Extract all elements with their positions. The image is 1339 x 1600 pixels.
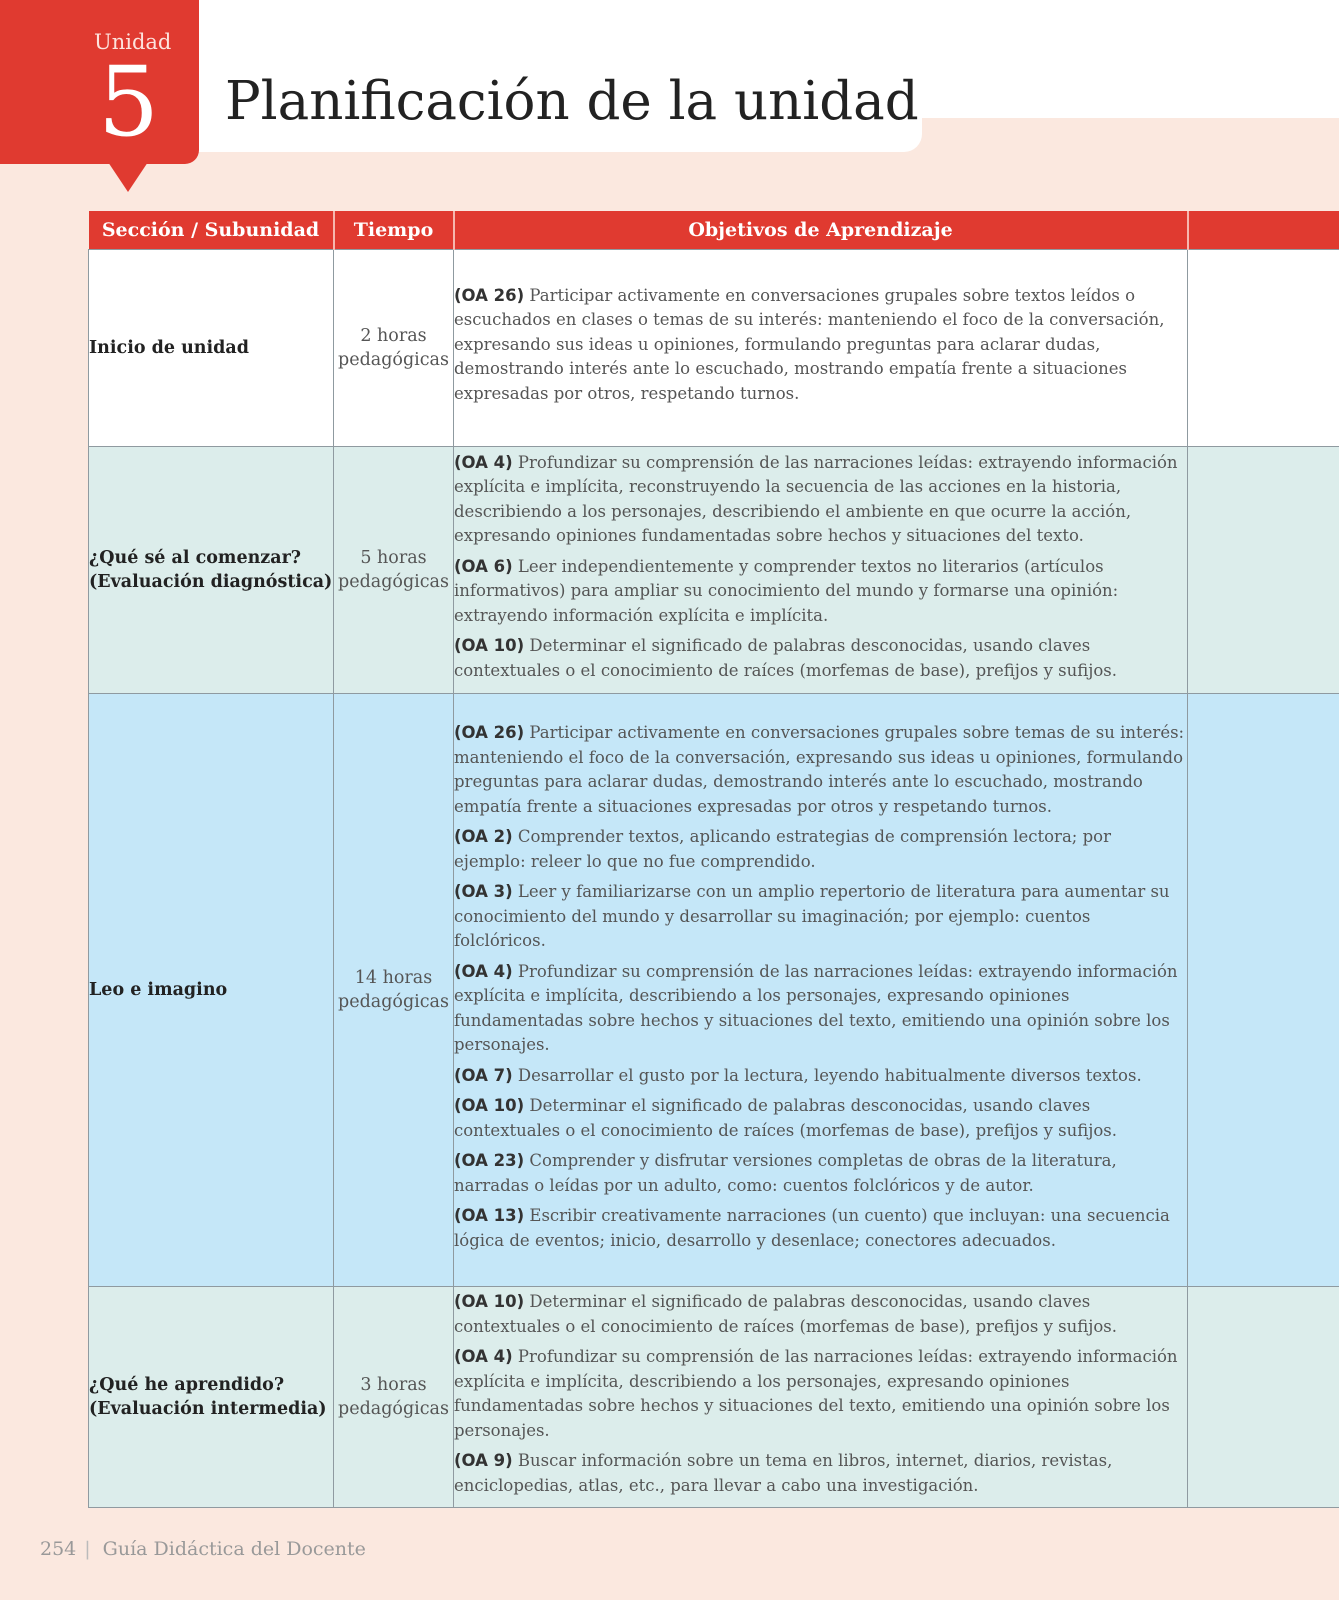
unit-label: Unidad — [94, 30, 172, 54]
table-row — [89, 1287, 1339, 1508]
objective-item — [454, 1149, 1187, 1198]
objective-code: (OA 6) — [454, 556, 513, 576]
extra-cell — [1188, 694, 1339, 1287]
objective-text: Comprender textos, aplicando estrategias de comprensión lectora; por ejemplo: releer lo que no fue comprendido. — [454, 827, 1111, 871]
objective-text: Buscar información sobre un tema en libros, internet, diarios, revistas, enciclopedias, atlas, etc., para llevar a cabo una investigación. — [454, 1451, 1113, 1495]
time-cell — [334, 447, 454, 694]
objective-item — [454, 555, 1187, 629]
objective-text: Profundizar su comprensión de las narraciones leídas: extrayendo información explícita e implícita, reconstruyendo la secuencia de las acciones en la historia, describiendo a los personajes, describiendo el ambiente en que ocurre la acción, expresando opiniones fundamentadas sobre hechos y situaciones del texto. — [454, 452, 1178, 546]
objective-code: (OA 4) — [454, 1347, 513, 1366]
section-name: Leo e imagino — [89, 980, 228, 1000]
extra-cell — [1188, 250, 1339, 447]
objective-code: (OA 23) — [454, 1151, 525, 1170]
objective-item — [454, 634, 1187, 683]
objective-code: (OA 10) — [454, 636, 525, 656]
unit-number: 5 — [98, 46, 160, 158]
table-row — [89, 250, 1339, 447]
extra-cell — [1188, 447, 1339, 694]
unit-badge — [0, 0, 199, 164]
objective-item — [454, 1345, 1187, 1443]
footer-divider: | — [84, 1538, 91, 1560]
header-extra — [1188, 211, 1339, 250]
objectives-cell — [454, 694, 1188, 1287]
time-unit: pedagógicas — [338, 572, 449, 592]
objective-text: Profundizar su comprensión de las narraciones leídas: extrayendo información explícita e implícita, describiendo a los personajes, expresando opiniones fundamentadas sobre hechos y situaciones del texto, emitiendo una opinión sobre los personajes. — [454, 961, 1178, 1054]
page-title: Planificación de la unidad — [225, 71, 919, 132]
objective-text: Determinar el significado de palabras desconocidas, usando claves contextuales o el conocimiento de raíces (morfemas de base), prefijos y sufijos. — [454, 1292, 1117, 1336]
objective-code: (OA 13) — [454, 1206, 525, 1225]
objective-text: Determinar el significado de palabras desconocidas, usando claves contextuales o el conocimiento de raíces (morfemas de base), prefijos y sufijos. — [454, 636, 1117, 680]
objective-code: (OA 10) — [454, 1292, 525, 1311]
objective-code: (OA 2) — [454, 827, 513, 846]
objective-item — [454, 284, 1187, 407]
section-name: ¿Qué sé al comenzar? — [89, 548, 302, 568]
section-subtitle: (Evaluación diagnóstica) — [89, 572, 333, 592]
time-amount: 2 horas — [360, 326, 427, 346]
objectives-cell — [454, 447, 1188, 694]
extra-cell — [1188, 1287, 1339, 1508]
table-row — [89, 447, 1339, 694]
objective-item — [454, 1064, 1187, 1089]
time-cell — [334, 1287, 454, 1508]
objective-text: Profundizar su comprensión de las narraciones leídas: extrayendo información explícita e implícita, describiendo a los personajes, expresando opiniones fundamentadas sobre hechos y situaciones del texto, emitiendo una opinión sobre los personajes. — [454, 1347, 1178, 1440]
objective-text: Leer independientemente y comprender textos no literarios (artículos informativos) para ampliar su conocimiento del mundo y formarse una opinión: extrayendo información explícita e implícita. — [454, 556, 1119, 625]
objective-code: (OA 7) — [454, 1065, 513, 1085]
objective-item — [454, 1290, 1187, 1339]
table-row — [89, 694, 1339, 1287]
section-cell — [89, 447, 334, 694]
section-cell — [89, 694, 334, 1287]
objective-code: (OA 9) — [454, 1451, 513, 1470]
time-cell — [334, 250, 454, 447]
header-objectives: Objetivos de Aprendizaje — [454, 211, 1188, 250]
objective-item — [454, 451, 1187, 549]
objective-text: Desarrollar el gusto por la lectura, leyendo habitualmente diversos textos. — [517, 1065, 1142, 1085]
section-name: Inicio de unidad — [89, 338, 249, 358]
objective-text: Leer y familiarizarse con un amplio repertorio de literatura para aumentar su conocimiento del mundo y desarrollar su imaginación; por ejemplo: cuentos folclóricos. — [454, 882, 1170, 950]
objective-code: (OA 26) — [454, 285, 525, 305]
table-header-row — [89, 211, 1339, 250]
section-subtitle: (Evaluación intermedia) — [89, 1399, 327, 1419]
planning-table — [88, 211, 1339, 1508]
page-footer — [40, 1538, 366, 1560]
section-name: ¿Qué he aprendido? — [89, 1375, 285, 1395]
objective-item — [454, 825, 1187, 874]
objective-item — [454, 960, 1187, 1058]
objective-item — [454, 1449, 1187, 1498]
time-amount: 5 horas — [360, 548, 427, 568]
objective-item — [454, 1204, 1187, 1253]
objective-code: (OA 4) — [454, 961, 513, 981]
header-section: Sección / Subunidad — [89, 211, 334, 250]
objective-code: (OA 3) — [454, 882, 513, 901]
objective-text: Participar activamente en conversaciones grupales sobre temas de su interés: manteniendo el foco de la conversación, expresando sus ideas u opiniones, formulando preguntas para aclarar dudas, demostrando interés ante lo escuchado, mostrando empatía frente a situaciones expresadas por otros y respetando turnos. — [454, 723, 1185, 816]
objective-code: (OA 26) — [454, 723, 525, 742]
header-time: Tiempo — [334, 211, 454, 250]
time-amount: 3 horas — [360, 1375, 427, 1395]
objectives-cell — [454, 250, 1188, 447]
objective-code: (OA 10) — [454, 1096, 525, 1115]
objective-text: Comprender y disfrutar versiones completas de obras de la literatura, narradas o leídas por un adulto, como: cuentos folclóricos y de autor. — [454, 1151, 1117, 1195]
book-title: Guía Didáctica del Docente — [102, 1538, 366, 1560]
section-cell — [89, 250, 334, 447]
objective-code: (OA 4) — [454, 452, 513, 472]
objective-text: Escribir creativamente narraciones (un cuento) que incluyan: una secuencia lógica de eventos; inicio, desarrollo y desenlace; conectores adecuados. — [454, 1206, 1170, 1250]
time-amount: 14 horas — [354, 968, 433, 988]
page-number: 254 — [40, 1538, 77, 1560]
time-unit: pedagógicas — [338, 1399, 449, 1419]
objective-text: Determinar el significado de palabras desconocidas, usando claves contextuales o el conocimiento de raíces (morfemas de base), prefijos y sufijos. — [454, 1096, 1117, 1140]
objective-item — [454, 1094, 1187, 1143]
objective-text: Participar activamente en conversaciones grupales sobre textos leídos o escuchados en clases o temas de su interés: manteniendo el foco de la conversación, expresando sus ideas u opiniones, formulando preguntas para aclarar dudas, demostrando interés ante lo escuchado, mostrando empatía frente a situaciones expresadas por otros, respetando turnos. — [454, 285, 1165, 403]
time-unit: pedagógicas — [338, 350, 449, 370]
time-unit: pedagógicas — [338, 992, 449, 1012]
objectives-cell — [454, 1287, 1188, 1508]
objective-item — [454, 880, 1187, 954]
objective-item — [454, 721, 1187, 819]
section-cell — [89, 1287, 334, 1508]
time-cell — [334, 694, 454, 1287]
